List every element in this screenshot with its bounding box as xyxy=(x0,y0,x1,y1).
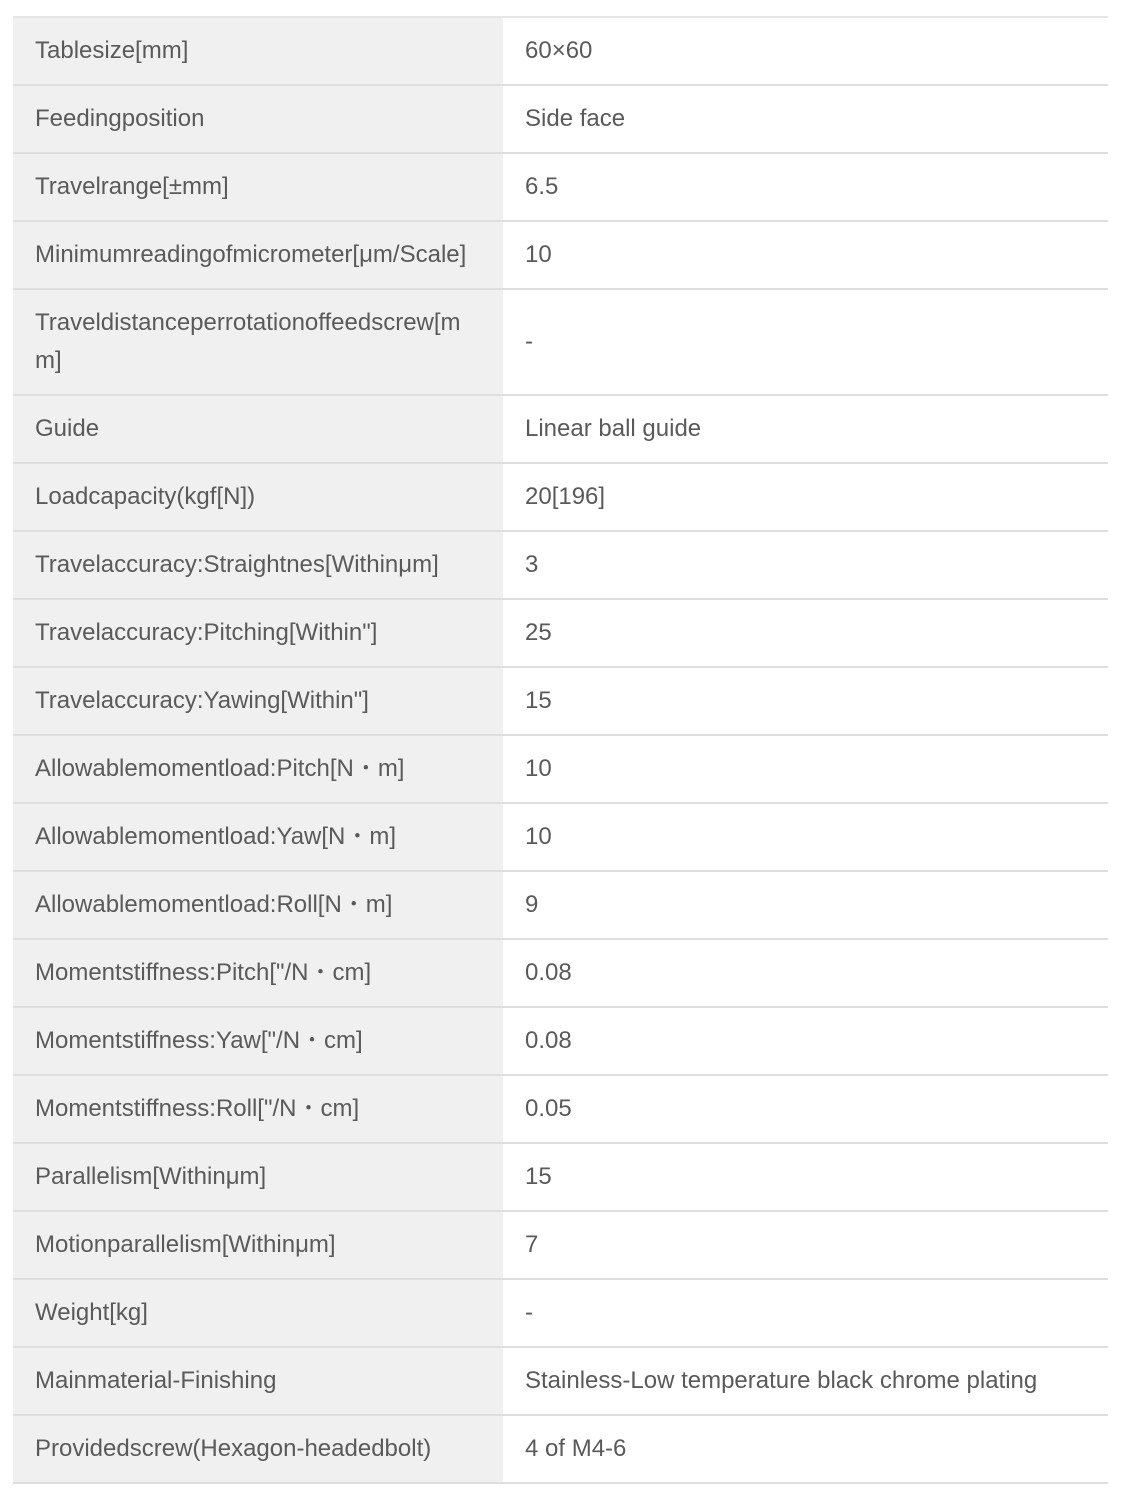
spec-table xyxy=(13,16,1108,1484)
spec-value: 20[196] xyxy=(503,463,1108,531)
spec-value: 10 xyxy=(503,735,1108,803)
spec-value: - xyxy=(503,1279,1108,1347)
spec-value: 0.08 xyxy=(503,939,1108,1007)
spec-value: 9 xyxy=(503,871,1108,939)
spec-value: 3 xyxy=(503,531,1108,599)
spec-value: 15 xyxy=(503,667,1108,735)
table-row xyxy=(13,221,1108,289)
table-row xyxy=(13,1007,1108,1075)
spec-value: 15 xyxy=(503,1143,1108,1211)
table-row xyxy=(13,531,1108,599)
table-row xyxy=(13,667,1108,735)
table-row xyxy=(13,1211,1108,1279)
spec-label: Momentstiffness:Roll["/N・cm] xyxy=(13,1075,503,1143)
spec-label: Travelaccuracy:Straightnes[Withinμm] xyxy=(13,531,503,599)
spec-label: Travelaccuracy:Pitching[Within"] xyxy=(13,599,503,667)
spec-value: 0.05 xyxy=(503,1075,1108,1143)
spec-label: Allowablemomentload:Yaw[N・m] xyxy=(13,803,503,871)
table-row xyxy=(13,289,1108,395)
spec-value: 6.5 xyxy=(503,153,1108,221)
table-row xyxy=(13,395,1108,463)
spec-label: Motionparallelism[Withinμm] xyxy=(13,1211,503,1279)
table-row xyxy=(13,599,1108,667)
table-row xyxy=(13,871,1108,939)
table-row xyxy=(13,1075,1108,1143)
spec-value: Linear ball guide xyxy=(503,395,1108,463)
table-row xyxy=(13,85,1108,153)
spec-value: 7 xyxy=(503,1211,1108,1279)
spec-value: 10 xyxy=(503,803,1108,871)
table-row xyxy=(13,463,1108,531)
spec-label: Momentstiffness:Yaw["/N・cm] xyxy=(13,1007,503,1075)
spec-value: 10 xyxy=(503,221,1108,289)
table-row xyxy=(13,735,1108,803)
spec-label: Providedscrew(Hexagon-headedbolt) xyxy=(13,1415,503,1483)
spec-value: 60×60 xyxy=(503,17,1108,85)
table-row xyxy=(13,1415,1108,1483)
spec-value: 0.08 xyxy=(503,1007,1108,1075)
table-row xyxy=(13,939,1108,1007)
spec-value: Side face xyxy=(503,85,1108,153)
table-row xyxy=(13,1279,1108,1347)
spec-value: Stainless-Low temperature black chrome plating xyxy=(503,1347,1108,1415)
spec-value: 25 xyxy=(503,599,1108,667)
spec-label: Travelrange[±mm] xyxy=(13,153,503,221)
spec-value: 4 of M4-6 xyxy=(503,1415,1108,1483)
table-row xyxy=(13,803,1108,871)
spec-value: - xyxy=(503,289,1108,395)
spec-label: Guide xyxy=(13,395,503,463)
spec-label: Travelaccuracy:Yawing[Within"] xyxy=(13,667,503,735)
spec-label: Traveldistanceperrotationoffeedscrew[mm] xyxy=(13,289,503,395)
table-row xyxy=(13,1347,1108,1415)
table-row xyxy=(13,17,1108,85)
spec-label: Momentstiffness:Pitch["/N・cm] xyxy=(13,939,503,1007)
table-row xyxy=(13,1143,1108,1211)
spec-label: Mainmaterial-Finishing xyxy=(13,1347,503,1415)
spec-label: Tablesize[mm] xyxy=(13,17,503,85)
spec-label: Weight[kg] xyxy=(13,1279,503,1347)
spec-label: Minimumreadingofmicrometer[μm/Scale] xyxy=(13,221,503,289)
spec-label: Parallelism[Withinμm] xyxy=(13,1143,503,1211)
spec-label: Allowablemomentload:Pitch[N・m] xyxy=(13,735,503,803)
spec-label: Feedingposition xyxy=(13,85,503,153)
spec-label: Loadcapacity(kgf[N]) xyxy=(13,463,503,531)
spec-label: Allowablemomentload:Roll[N・m] xyxy=(13,871,503,939)
table-row xyxy=(13,153,1108,221)
